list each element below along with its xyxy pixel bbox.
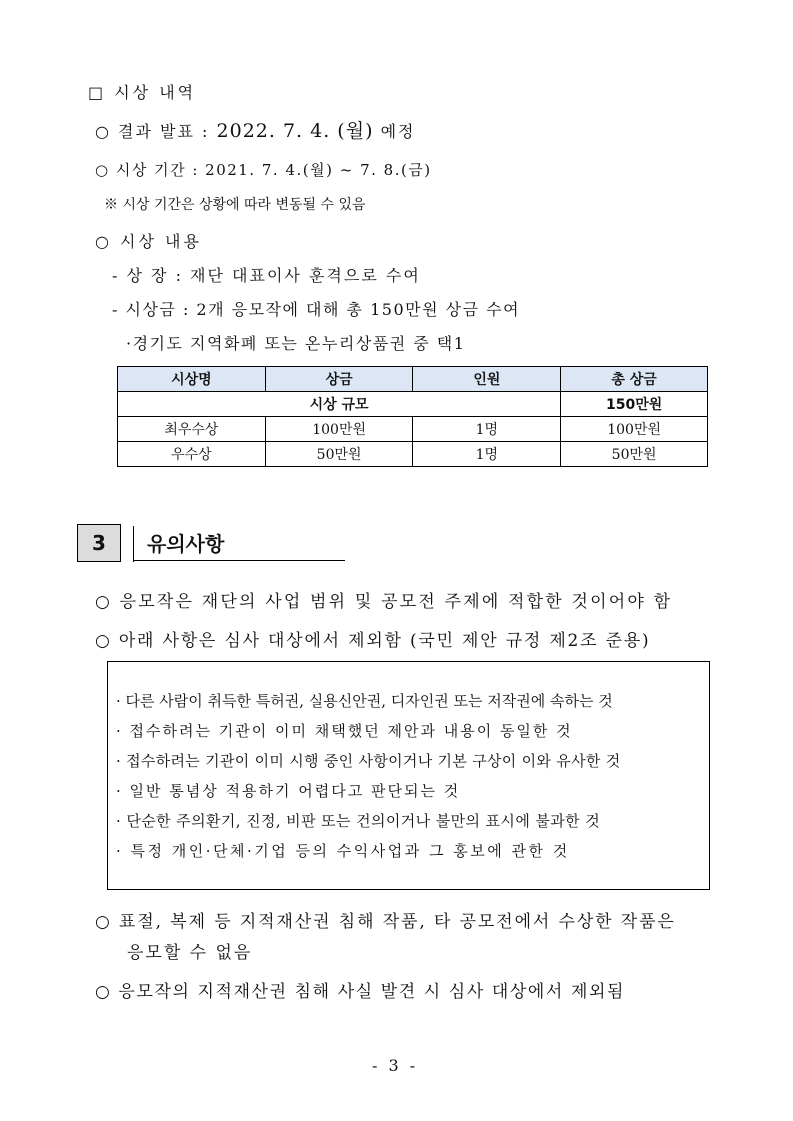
section-divider — [133, 526, 134, 562]
table-cell: 우수상 — [118, 442, 266, 467]
table-header-row — [118, 367, 708, 392]
table-cell: 1명 — [413, 442, 561, 467]
result-date: 2022. 7. 4. (월) — [216, 120, 374, 142]
table-row — [118, 442, 708, 467]
scale-label: 시상 규모 — [118, 392, 561, 417]
exclusion-item: · 접수하려는 기관이 이미 시행 중인 사항이거나 기본 구상이 이와 유사한 것 — [116, 752, 621, 770]
result-suffix: 예정 — [373, 122, 416, 141]
notice-eligibility: ○ 응모작은 재단의 사업 범위 및 공모전 주제에 적합한 것이어야 함 — [95, 592, 673, 612]
exclusion-item: · 단순한 주의환기, 진정, 비판 또는 건의이거나 불만의 표시에 불과한 것 — [116, 812, 601, 830]
award-content-heading: ○ 시상 내용 — [95, 232, 202, 251]
table-cell: 50만원 — [561, 442, 708, 467]
table-cell: 최우수상 — [118, 417, 266, 442]
exclusion-item: · 다른 사람이 취득한 특허권, 실용신안권, 디자인권 또는 저작권에 속하는 것 — [116, 692, 613, 710]
table-header: 인원 — [413, 367, 561, 392]
table-header: 총 상금 — [561, 367, 708, 392]
page-number: - 3 - — [372, 1056, 419, 1075]
notice-infringement: ○ 응모작의 지적재산권 침해 사실 발견 시 심사 대상에서 제외됨 — [95, 982, 626, 1002]
result-announcement — [95, 116, 415, 143]
notice-plagiarism-cont: 응모할 수 없음 — [127, 943, 253, 963]
notice-exclusion: ○ 아래 사항은 심사 대상에서 제외함 (국민 제안 규정 제2조 준용) — [95, 631, 651, 651]
exclusion-item: · 일반 통념상 적용하기 어렵다고 판단되는 것 — [116, 782, 461, 800]
result-prefix: ○ 결과 발표 : — [95, 122, 217, 141]
exclusion-item: · 특정 개인·단체·기업 등의 수익사업과 그 홍보에 관한 것 — [116, 842, 570, 860]
table-row — [118, 417, 708, 442]
table-header: 상금 — [265, 367, 413, 392]
scale-total: 150만원 — [561, 392, 708, 417]
award-table — [117, 366, 708, 467]
exclusion-item: · 접수하려는 기관이 이미 채택했던 제안과 내용이 동일한 것 — [116, 722, 573, 740]
exclusion-box — [107, 661, 710, 890]
prize-detail: ·경기도 지역화폐 또는 온누리상품권 중 택1 — [126, 334, 466, 353]
table-header: 시상명 — [118, 367, 266, 392]
section-underline — [133, 560, 345, 561]
table-cell: 1명 — [413, 417, 561, 442]
section-number: 3 — [77, 524, 121, 562]
award-heading: □ 시상 내역 — [88, 83, 197, 102]
table-cell: 100만원 — [561, 417, 708, 442]
table-cell: 100만원 — [265, 417, 413, 442]
award-period: ○ 시상 기간 : 2021. 7. 4.(월) ~ 7. 8.(금) — [95, 161, 432, 179]
table-row — [118, 392, 708, 417]
section-title: 유의사항 — [147, 532, 225, 556]
ceremony-line: - 상 장 : 재단 대표이사 훈격으로 수여 — [112, 266, 421, 285]
period-note: ※ 시상 기간은 상황에 따라 변동될 수 있음 — [104, 197, 366, 213]
table-cell: 50만원 — [265, 442, 413, 467]
notice-plagiarism: ○ 표절, 복제 등 지적재산권 침해 작품, 타 공모전에서 수상한 작품은 — [95, 912, 676, 932]
prize-line: - 시상금 : 2개 응모작에 대해 총 150만원 상금 수여 — [112, 300, 521, 319]
